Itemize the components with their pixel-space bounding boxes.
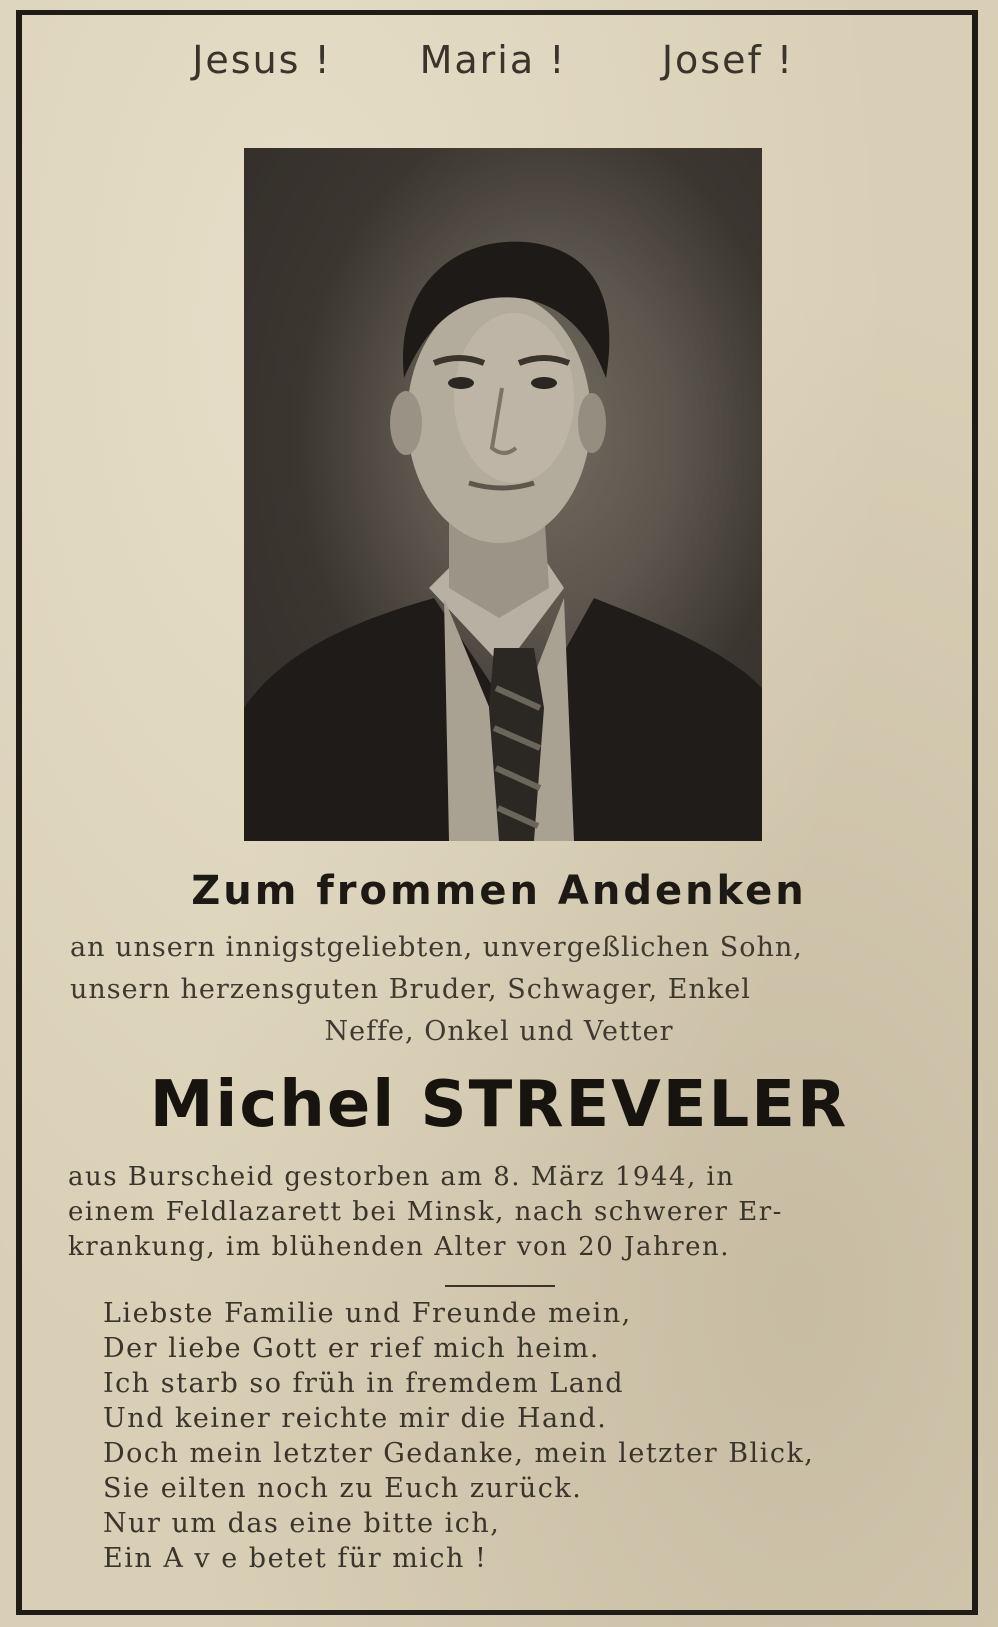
info-line-3: krankung, im blühenden Alter von 20 Jahren. <box>68 1232 731 1262</box>
poem-line-2: Der liebe Gott er rief mich heim. <box>103 1333 600 1364</box>
header-maria: Maria ! <box>419 38 567 82</box>
dedication-line-2: unsern herzensguten Bruder, Schwager, Enkel <box>70 974 751 1005</box>
poem-line-5: Doch mein letzter Gedanke, mein letzter Blick, <box>103 1438 815 1469</box>
dedication-line-1: an unsern innigstgeliebten, unvergeßlichen Sohn, <box>70 932 803 963</box>
poem-line-7: Nur um das eine bitte ich, <box>103 1508 501 1539</box>
info-line-1: aus Burscheid gestorben am 8. März 1944, in <box>68 1162 735 1192</box>
dedication-line-3: Neffe, Onkel und Vetter <box>324 1016 674 1047</box>
poem-line-3: Ich starb so früh in fremdem Land <box>103 1368 625 1399</box>
portrait-photo <box>244 148 762 841</box>
poem-line-1: Liebste Familie und Freunde mein, <box>103 1298 632 1329</box>
poem-line-6: Sie eilten noch zu Euch zurück. <box>103 1473 583 1504</box>
memorial-title: Zum frommen Andenken <box>191 868 807 914</box>
section-divider <box>445 1285 555 1287</box>
portrait-image <box>244 148 762 841</box>
deceased-name: Michel STREVELER <box>149 1068 849 1142</box>
header-jesus: Jesus ! <box>192 38 332 82</box>
header-invocation <box>0 38 998 98</box>
info-line-2: einem Feldlazarett bei Minsk, nach schwerer Er- <box>68 1197 783 1227</box>
poem-line-4: Und keiner reichte mir die Hand. <box>103 1403 608 1434</box>
header-josef: Josef ! <box>661 38 795 82</box>
poem-line-8: Ein A v e betet für mich ! <box>103 1543 488 1574</box>
